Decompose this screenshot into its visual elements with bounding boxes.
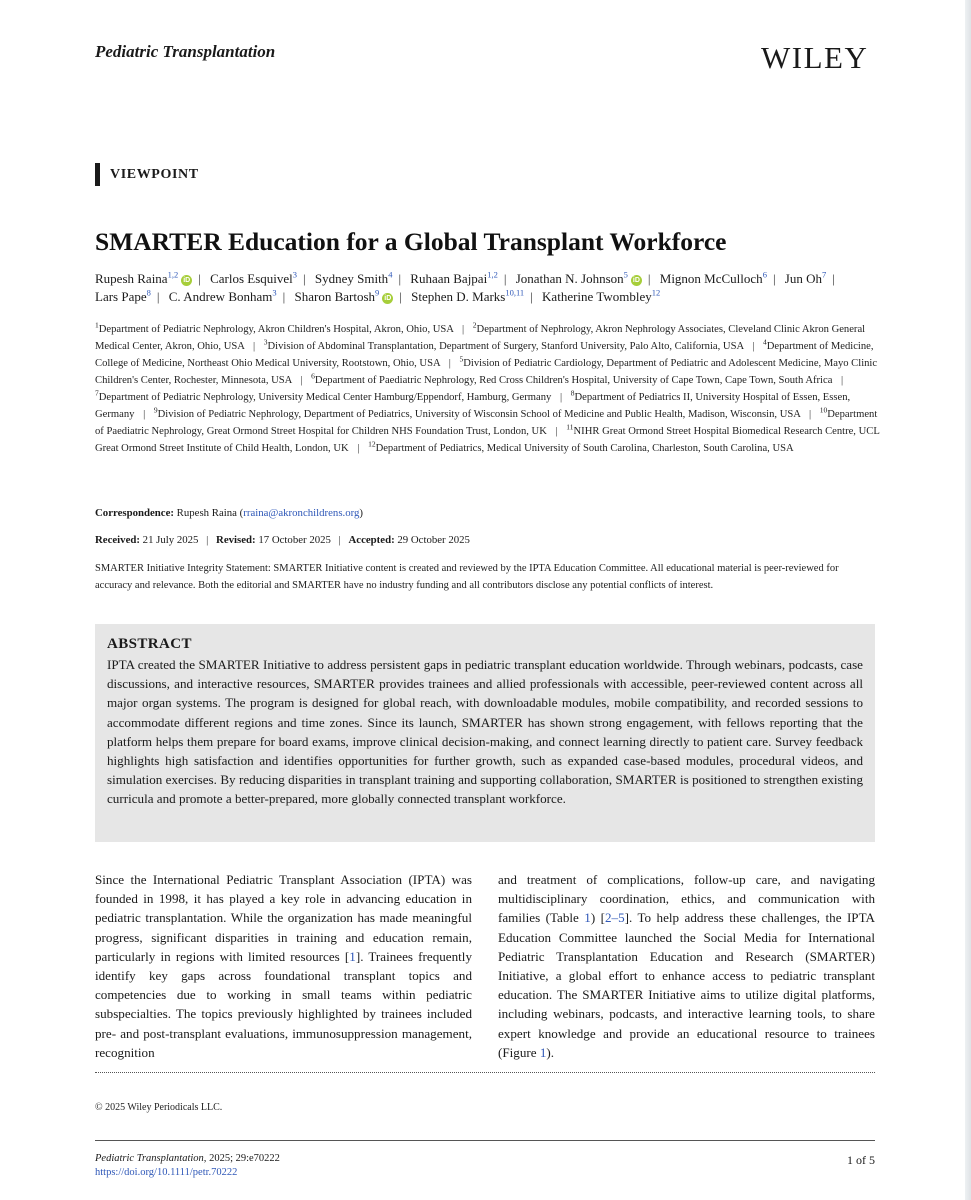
author-name: C. Andrew Bonham$^3$ [168, 287, 277, 304]
affiliation-item: $^{11}$NIHR Great Ormond Street Hospital Biomedical Research Centre, UCL Great Ormond Street Institute of Child Health, London, UK [95, 422, 880, 454]
author-affiliation-sup[interactable]: 4 [388, 269, 393, 280]
author-name: Ruhaan Bajpai$^{1,2}$ [410, 269, 498, 286]
author-affiliation-sup[interactable]: 8 [146, 287, 151, 298]
affiliation-item: $^1$Department of Pediatric Nephrology, Akron Children's Hospital, Akron, Ohio, USA [95, 320, 454, 335]
author-separator: | [647, 271, 651, 286]
footer-citation [95, 1153, 280, 1164]
correspondence-label: Correspondence: [95, 507, 174, 519]
author-separator: | [198, 271, 201, 286]
affiliation-item: $^3$Division of Abdominal Transplantation, Department of Surgery, Stanford University, Palo Alto, California, USA [263, 337, 744, 352]
footer-divider [95, 1140, 875, 1141]
author-affiliation-sup[interactable]: 3 [272, 287, 277, 298]
figure-link[interactable]: 1 [539, 1044, 547, 1060]
body-text: ]. Trainees frequently identify key gaps across foundational transplant topics and competencies due to working in small teams within pediatric subspecialties. The topics previously highlighted by trainees included pre- and post-transplant evaluations, immunosuppression management, recognition [95, 948, 472, 1060]
affiliation-item: $^4$Department of Medicine, College of Medicine, Northeast Ohio Medical University, Rootstown, Ohio, USA [95, 337, 874, 369]
author-separator: | [832, 271, 835, 286]
author-name: Jonathan N. Johnson$^5$iD [515, 269, 640, 286]
correspondence: Correspondence: Rupesh Raina (rraina@akronchildrens.org) [95, 507, 364, 519]
orcid-icon[interactable]: iD [632, 277, 640, 284]
abstract-box [95, 624, 875, 842]
author-name: Mignon McCulloch$^6$ [659, 269, 767, 286]
received-label: Received: [95, 534, 140, 546]
doi-link[interactable]: https://doi.org/10.1111/petr.70222 [95, 1167, 238, 1178]
affiliation-list: $^1$Department of Pediatric Nephrology, Akron Children's Hospital, Akron, Ohio, USA | $^2$Department of Nephrology, Akron Nephrology Associates, Cleveland Clinic Akron General Medical Center, Akron, Ohio, USA | $^3$Division of Abdominal Transplantation, Department of Surgery, Stanford University, Palo Alto, California, USA | $^4$Department of Medicine, College of Medicine, Northeast Ohio Medical University, Rootstown, Ohio, USA | $^5$Division of Pediatric Cardiology, Department of Pediatric and Adolescent Medicine, Mayo Clinic Children's Center, Rochester, Minnesota, USA | $^6$Department of Paediatric Nephrology, Red Cross Children's Hospital, University of Cape Town, Cape Town, South Africa | $^7$Department of Pediatric Nephrology, University Medical Center Hamburg/Eppendorf, Hamburg, Germany | $^8$Department of Pediatrics II, University Hospital of Essen, Essen, Germany | $^9$Division of Pediatric Nephrology, Department of Pediatrics, University of Wisconsin School of Medicine and Public Health, Madison, Wisconsin, USA | $^{10}$Department of Paediatric Nephrology, Great Ormond Street Hospital for Children NHS Foundation Trust, London, UK | $^{11}$NIHR Great Ormond Street Hospital Biomedical Research Centre, UCL Great Ormond Street Institute of Child Health, London, UK | $^{12}$Department of Pediatrics, Medical University of South Carolina, Charleston, South Carolina, USA [95, 320, 880, 454]
journal-name: Pediatric Transplantation [95, 42, 276, 61]
author-name: Sharon Bartosh$^9$iD [294, 287, 392, 304]
author-name: Carlos Esquivel$^3$ [210, 269, 297, 286]
abstract-text: IPTA created the SMARTER Initiative to address persistent gaps in pediatric transplant education worldwide. Through webinars, podcasts, case discussions, and interactive resources, SMARTER provides trainees and allied professionals with accessible, peer-reviewed content across all major organ systems. The program is designed for global reach, with downloadable modules, mobile compatibility, and recorded sessions to accommodate different regions and time zones. Since its launch, SMARTER has shown strong engagement, with fellows reporting that the platform helps them prepare for board exams, improve clinical decision-making, and connect learning directly to patient care. Survey feedback highlights high satisfaction and identifies opportunities for further growth, such as expanded case-based modules, procedural videos, and simulation exercises. By reducing disparities in transplant training and supporting collaboration, SMARTER is positioned to strengthen existing curricula and promote a better-prepared, more globally connected transplant workforce. [107, 657, 863, 807]
author-name: Jun Oh$^7$ [784, 269, 827, 286]
affiliation-item: $^9$Division of Pediatric Nephrology, Department of Pediatrics, University of Wisconsin School of Medicine and Public Health, Madison, Wisconsin, USA [153, 405, 801, 420]
article-dates: Received: 21 July 2025 | Revised: 17 October 2025 | Accepted: 29 October 2025 [95, 534, 470, 546]
author-affiliation-sup[interactable]: 10,11 [505, 287, 525, 298]
page-number: 1 of 5 [847, 1153, 875, 1167]
author-name: Sydney Smith$^4$ [314, 269, 393, 286]
author-affiliation-sup[interactable]: 1,2 [487, 269, 498, 280]
author-affiliation-sup[interactable]: 9 [375, 287, 380, 298]
author-affiliation-sup[interactable]: 6 [762, 269, 767, 280]
body-text: ]. To help address these challenges, the IPTA Education Committee launched the Social Media for International Pediatric Transplantation Education and Research (SMARTER) Initiative, a global effort to enhance access to pediatric transplant education. The SMARTER Initiative aims to utilize digital platforms, including webinars, podcasts, and interactive learning tools, to share expert knowledge and provide an educational resource to trainees (Figure [498, 910, 875, 1060]
wiley-logo: WILEY [761, 40, 869, 75]
table-link[interactable]: 1 [584, 910, 591, 926]
affiliation-item: $^7$Department of Pediatric Nephrology, University Medical Center Hamburg/Eppendorf, Hamburg, Germany [95, 388, 552, 403]
revised-label: Revised: [216, 534, 256, 546]
author-separator: | [156, 289, 160, 304]
body-text: ) [ [590, 910, 605, 926]
body-text: Since the International Pediatric Transplant Association (IPTA) was founded in 1998, it has played a key role in advancing education in pediatric transplantation. While the organization has made meaningful progress, significant disparities in training and education remain, particularly in regions with limited resources [ [95, 872, 472, 964]
author-separator: | [503, 271, 507, 286]
author-affiliation-sup[interactable]: 7 [822, 269, 827, 280]
author-separator: | [303, 271, 306, 286]
body-column-left [95, 870, 472, 1062]
author-affiliation-sup[interactable]: 12 [651, 287, 661, 298]
reference-link[interactable]: 2–5 [605, 910, 625, 926]
author-name: Stephen D. Marks$^{10,11}$ [411, 287, 525, 304]
copyright-notice: © 2025 Wiley Periodicals LLC. [95, 1102, 223, 1113]
affiliation-item: $^{12}$Department of Pediatrics, Medical University of South Carolina, Charleston, South Carolina, USA [368, 439, 794, 454]
article-title: SMARTER Education for a Global Transplant Workforce [95, 227, 727, 256]
body-text: ). [546, 1044, 555, 1060]
viewer-edge [965, 0, 971, 1200]
body-column-right [498, 870, 875, 1062]
author-list [95, 270, 880, 306]
affiliation-item: $^5$Division of Pediatric Cardiology, Department of Pediatric and Adolescent Medicine, Mayo Clinic Children's Center, Rochester, Minnesota, USA [95, 354, 878, 386]
author-separator: | [398, 271, 402, 286]
correspondence-name: Rupesh Raina [176, 507, 237, 519]
author-separator: | [530, 289, 533, 304]
revised-date: 17 October 2025 [258, 534, 331, 546]
body-text: and treatment of complications, follow-up care, and navigating multidisciplinary coordination, ethics, and communication with families (Table [498, 872, 875, 926]
author-separator: | [772, 271, 776, 286]
author-name: Katherine Twombley$^{12}$ [542, 287, 661, 304]
author-name: Rupesh Raina$^{1,2}$iD [95, 269, 191, 286]
accepted-date: 29 October 2025 [397, 534, 470, 546]
author-affiliation-sup[interactable]: 1,2 [167, 269, 179, 280]
correspondence-email-link[interactable]: rraina@akronchildrens.org [243, 507, 360, 519]
affiliation-item: $^{10}$Department of Paediatric Nephrology, Great Ormond Street Hospital for Children NHS Foundation Trust, London, UK [95, 405, 878, 437]
author-name: Lars Pape$^8$ [95, 287, 151, 304]
abstract-heading: ABSTRACT [107, 636, 192, 652]
integrity-statement: SMARTER Initiative Integrity Statement: SMARTER Initiative content is created and reviewed by the IPTA Education Committee. All educational material is peer-reviewed for accuracy and relevance. Both the editorial and SMARTER have no industry funding and all contributors disclose any potential conflicts of interest. [95, 563, 839, 591]
article-type-label: VIEWPOINT [95, 163, 199, 186]
author-separator: | [282, 289, 286, 304]
footnote-divider [95, 1072, 875, 1073]
affiliation-item: $^6$Department of Paediatric Nephrology, Red Cross Children's Hospital, University of Cape Town, Cape Town, South Africa [311, 371, 833, 386]
accepted-label: Accepted: [348, 534, 395, 546]
received-date: 21 July 2025 [142, 534, 199, 546]
author-affiliation-sup[interactable]: 5 [623, 269, 628, 280]
affiliation-item: $^2$Department of Nephrology, Akron Nephrology Associates, Cleveland Clinic Akron General Medical Center, Akron, Ohio, USA [95, 320, 866, 352]
author-affiliation-sup[interactable]: 3 [292, 269, 297, 280]
affiliation-item: $^8$Department of Pediatrics II, University Hospital of Essen, Essen, Germany [95, 388, 851, 420]
author-separator: | [399, 289, 402, 304]
reference-link[interactable]: 1 [349, 948, 356, 964]
orcid-icon[interactable]: iD [183, 277, 191, 284]
citation-journal: Pediatric Transplantation, [95, 1153, 207, 1164]
citation-details: 2025; 29:e70222 [209, 1153, 280, 1164]
orcid-icon[interactable]: iD [384, 295, 392, 302]
